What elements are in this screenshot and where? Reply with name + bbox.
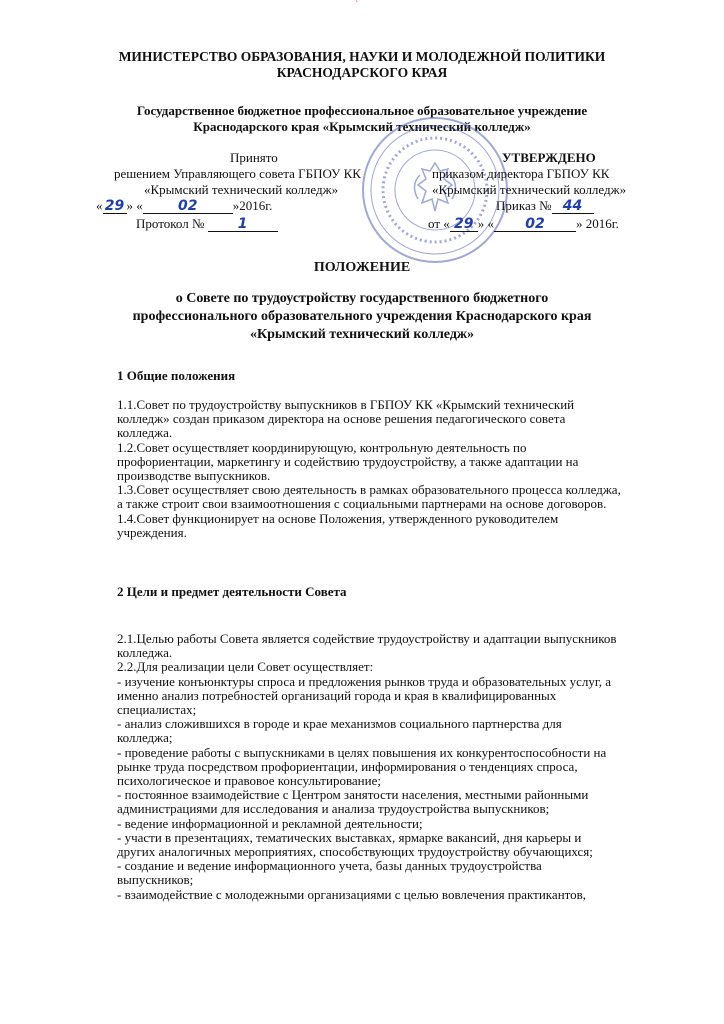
approved-order: приказом директора ГБПОУ КК: [432, 166, 610, 181]
accepted-date-mid: » «: [126, 198, 143, 213]
section-2-line: администрациями для исследования и анализа трудоустройства выпускников;: [117, 801, 550, 817]
section-1-heading: 1 Общие положения: [117, 368, 236, 383]
section-2-line: - постоянное взаимодействие с Центром занятости населения, местными районными: [117, 787, 589, 803]
approved-date: [428, 216, 619, 232]
approved-date-mid: » «: [477, 216, 495, 231]
section-2-line: колледжа.: [117, 645, 173, 661]
section-2-body: [117, 632, 677, 902]
section-1-line: 1.3.Совет осуществляет свою деятельность в рамках образовательного процесса колледжа,: [117, 482, 621, 498]
document-title: [0, 290, 724, 344]
accepted-date-open: «: [96, 198, 103, 213]
section-2-line: именно анализ потребностей организаций города и края в квалифицированных: [117, 687, 557, 703]
section-1-line: учреждения.: [117, 524, 187, 540]
section-2-line: - изучение конъюнктуры спроса и предложения рынков труда и образовательных услуг, а: [117, 673, 612, 689]
section-1-line: 1.1.Совет по трудоустройству выпускников в ГБПОУ КК «Крымский технический: [117, 397, 575, 412]
accepted-date: [96, 198, 272, 214]
section-2-line: психологическое и правовое консультирование;: [117, 773, 381, 789]
section-2-line: колледжа;: [117, 730, 173, 746]
section-2-line: - создание и ведение информационного учета, базы данных трудоустройства: [117, 858, 542, 874]
order-number-line: [496, 198, 594, 214]
section-1-line: 1.4.Совет функционирует на основе Положения, утвержденного руководителем: [117, 510, 559, 526]
approval-block: [0, 150, 724, 240]
accepted-college: «Крымский технический колледж»: [144, 182, 339, 197]
section-1-line: производстве выпускников.: [117, 468, 271, 484]
section-1-line: колледжа.: [117, 425, 173, 441]
order-number-value: 44: [552, 199, 594, 214]
section-2-line: выпускников;: [117, 872, 194, 888]
section-1-body: [117, 398, 677, 540]
document-title-line-3: «Крымский технический колледж»: [249, 327, 475, 342]
section-2-line: - взаимодействие с молодежными организациями с целью вовлечения практикантов,: [117, 886, 587, 902]
accepted-date-month: 02: [143, 199, 233, 214]
ministry-line-2: КРАСНОДАРСКОГО КРАЯ: [276, 65, 448, 80]
approved-label: УТВЕРЖДЕНО: [502, 150, 596, 165]
approved-date-from: от «: [428, 216, 450, 231]
section-2-line: других аналогичных мероприятиях, способствующих трудоустройству обучающихся;: [117, 844, 593, 860]
section-2-heading: 2 Цели и предмет деятельности Совета: [117, 584, 347, 599]
document-kind: ПОЛОЖЕНИЕ: [313, 260, 411, 275]
accepted-date-close: »2016г.: [232, 198, 273, 213]
section-1-line: профориентации, маркетингу и содействию трудоустройству, а также адаптации на: [117, 453, 579, 469]
protocol-label: Протокол №: [136, 216, 205, 231]
section-2-line: - ведение информационной и рекламной деятельности;: [117, 815, 423, 831]
institution-line-1: Государственное бюджетное профессиональное образовательное учреждение: [136, 103, 588, 118]
section-2-line: - анализ сложившихся в городе и крае механизмов социального партнерства для: [117, 716, 562, 732]
ministry-line-1: МИНИСТЕРСТВО ОБРАЗОВАНИЯ, НАУКИ И МОЛОДЕЖНОЙ ПОЛИТИКИ: [118, 49, 606, 64]
document-title-line-1: о Совете по трудоустройству государственного бюджетного: [175, 291, 549, 306]
accepted-date-day: 29: [103, 199, 127, 214]
institution-line-2: Краснодарского края «Крымский технический колледж»: [193, 119, 531, 134]
section-1-line: а также строит свои взаимоотношения с социальными партнерами на основе договоров.: [117, 496, 607, 512]
ministry-header: [0, 49, 724, 81]
accepted-decision: решением Управляющего совета ГБПОУ КК: [114, 166, 361, 181]
section-1-line: 1.2.Совет осуществляет координирующую, контрольную деятельность по: [117, 439, 527, 455]
section-2-line: - участи в презентациях, тематических выставках, ярмарке вакансий, дня карьеры и: [117, 829, 582, 845]
approved-date-day: 29: [450, 217, 478, 232]
protocol-number: 1: [208, 217, 278, 232]
section-2-line: - проведение работы с выпускниками в целях повышения их конкурентоспособности на: [117, 744, 607, 760]
approved-college: «Крымский технический колледж»: [432, 182, 627, 197]
accepted-label: Принято: [230, 150, 278, 165]
order-number-label: Приказ №: [496, 198, 552, 213]
section-2-line: рынке труда посредством профориентации, информирования о тенденциях спроса,: [117, 758, 578, 774]
document-title-line-2: профессионального образовательного учреждения Краснодарского края: [132, 309, 592, 324]
approved-date-month: 02: [494, 217, 576, 232]
section-2-line: 2.2.Для реализации цели Совет осуществляет:: [117, 659, 374, 675]
red-mark-icon: `: [355, 0, 359, 11]
section-2-line: 2.1.Целью работы Совета является содействие трудоустройству и адаптации выпускников: [117, 631, 617, 646]
approved-date-close: » 2016г.: [576, 216, 619, 231]
protocol-line: [136, 216, 278, 232]
section-1-line: колледж» создан приказом директора на основе решения педагогического совета: [117, 411, 566, 427]
section-2-line: специалистах;: [117, 702, 197, 718]
